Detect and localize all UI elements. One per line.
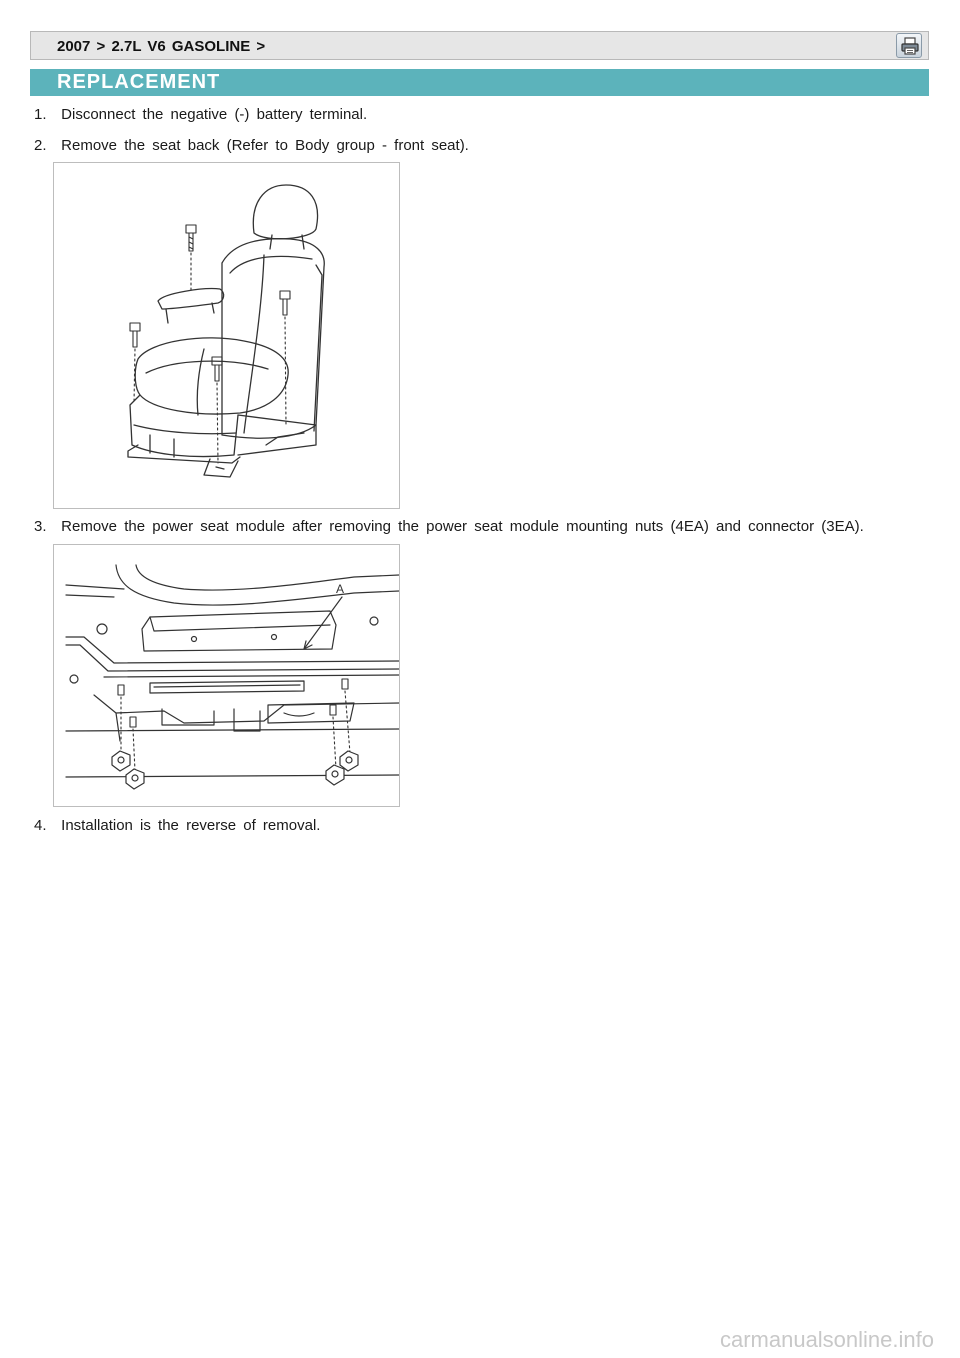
step-number: 4. [34, 817, 47, 834]
callout-label-a: A [336, 582, 345, 596]
section-title: REPLACEMENT [57, 71, 221, 93]
step-text: Installation is the reverse of removal. [61, 817, 321, 834]
power-seat-module-illustration [53, 544, 400, 807]
step-number: 2. [34, 137, 47, 154]
step-text: Remove the seat back (Refer to Body group - front seat). [61, 137, 469, 154]
printer-icon [900, 36, 920, 56]
step-1 [34, 106, 367, 123]
watermark: carmanualsonline.info [719, 1327, 934, 1352]
print-button[interactable] [896, 33, 922, 58]
step-text: Remove the power seat module after removing the power seat module mounting nuts (4EA) and connector (3EA). [61, 518, 864, 535]
section-header [30, 69, 929, 96]
breadcrumb: 2007 > 2.7L V6 GASOLINE > [57, 38, 266, 55]
step-3 [34, 518, 864, 535]
step-number: 3. [34, 518, 47, 535]
step-2 [34, 137, 469, 154]
seat-illustration [53, 162, 400, 509]
step-4 [34, 817, 320, 834]
step-number: 1. [34, 106, 47, 123]
breadcrumb-bar [30, 31, 929, 60]
step-text: Disconnect the negative (-) battery terminal. [61, 106, 368, 123]
